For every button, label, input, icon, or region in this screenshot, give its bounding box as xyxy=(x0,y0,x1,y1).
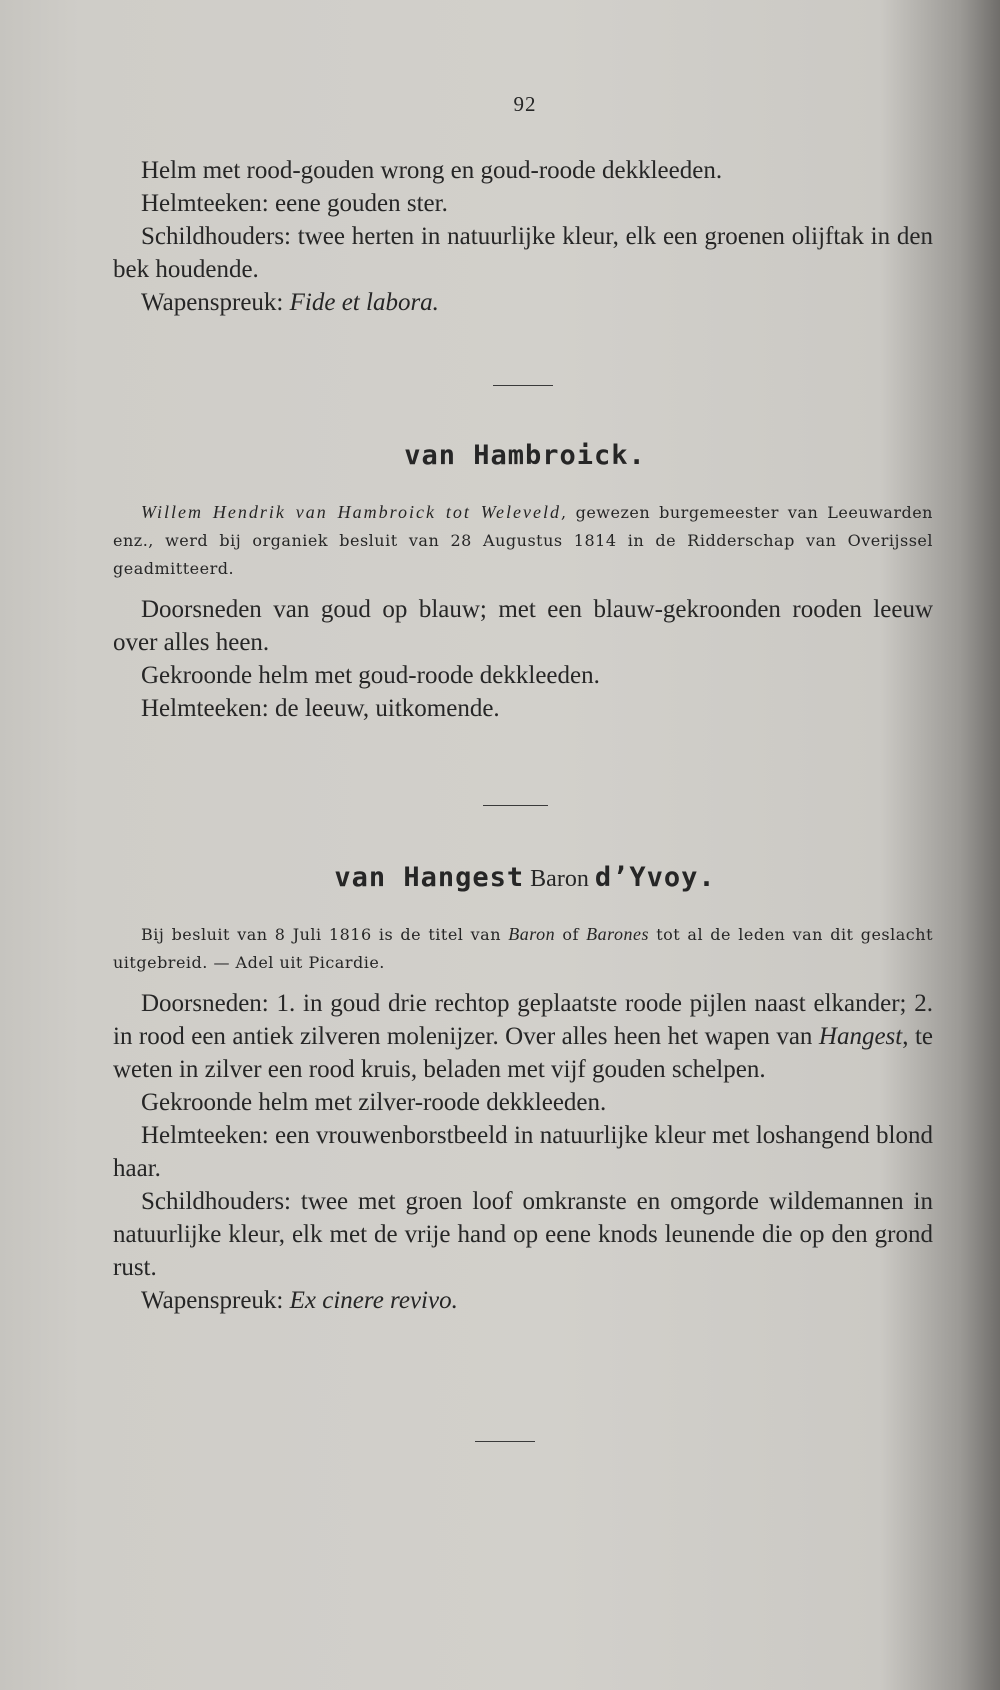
hangest-section xyxy=(113,920,933,1317)
hangest-intro-baron: Baron xyxy=(508,924,556,944)
hambroick-helmteeken: Helmteeken: de leeuw, uitkomende. xyxy=(141,695,500,722)
hambroick-intro xyxy=(113,498,933,583)
helmteeken-line: Helmteeken: eene gouden ster. xyxy=(141,190,448,217)
hambroick-arms: Doorsneden van goud op blauw; met een blauw-gekroonden rooden leeuw over alles heen. xyxy=(113,596,933,656)
hangest-heading-name: van Hangest xyxy=(334,862,525,893)
hangest-motto-line xyxy=(113,1284,933,1317)
motto-text: Fide et labora. xyxy=(289,289,439,316)
hangest-heading-title: Baron xyxy=(524,866,595,892)
hangest-arms-name: Hangest xyxy=(818,1023,903,1050)
motto-line xyxy=(113,286,933,319)
hangest-intro-b: tot al de leden van dit geslacht uitgebreid. — Adel uit Picardie. xyxy=(113,925,933,972)
hangest-motto-text: Ex cinere revivo. xyxy=(289,1287,458,1314)
hangest-heading-place: d’Yvoy. xyxy=(594,862,716,893)
hangest-helm: Gekroonde helm met zilver-roode dekkleeden. xyxy=(141,1089,607,1116)
hangest-arms xyxy=(113,987,933,1086)
hangest-heading xyxy=(0,862,1000,893)
hangest-motto-label: Wapenspreuk: xyxy=(141,1287,290,1314)
section-divider xyxy=(493,385,553,386)
hangest-arms-a: Doorsneden: 1. in goud drie rechtop geplaatste roode pijlen naast elkander; 2. in rood een antiek zilveren molenijzer. Over alles heen het wapen van xyxy=(113,990,933,1050)
hambroick-section xyxy=(113,498,933,725)
hangest-schildhouders: Schildhouders: twee met groen loof omkranste en omgorde wildemannen in natuurlijke kleur, elk met de vrije hand op eene knods leunende die op den grond rust. xyxy=(113,1188,933,1281)
hambroick-helm: Gekroonde helm met goud-roode dekkleeden. xyxy=(141,662,600,689)
hangest-intro-barones: Barones xyxy=(586,924,649,944)
hambroick-intro-name: Willem Hendrik van Hambroick tot Weleveld xyxy=(141,502,562,522)
top-section xyxy=(113,154,933,319)
page-number: 92 xyxy=(513,92,537,116)
helm-line: Helm met rood-gouden wrong en goud-roode dekkleeden. xyxy=(141,157,723,184)
schildhouders-line: Schildhouders: twee herten in natuurlijke kleur, elk een groenen olijftak in den bek houdende. xyxy=(113,223,933,283)
motto-label: Wapenspreuk: xyxy=(141,289,290,316)
hangest-intro xyxy=(113,920,933,977)
hangest-intro-a: Bij besluit van 8 Juli 1816 is de titel van xyxy=(141,925,509,944)
hangest-helmteeken: Helmteeken: een vrouwenborstbeeld in natuurlijke kleur met loshangend blond haar. xyxy=(113,1122,933,1182)
section-divider xyxy=(475,1441,535,1442)
hambroick-heading: van Hambroick. xyxy=(404,440,646,471)
hangest-arms-b: , te weten in zilver een rood kruis, beladen met vijf gouden schelpen. xyxy=(113,1023,934,1083)
section-divider xyxy=(483,805,548,806)
hangest-intro-of: of xyxy=(555,925,587,944)
hambroick-intro-rest: , gewezen burgemeester van Leeuwarden enz., werd bij organiek besluit van 28 Augustus 1814 in de Ridderschap van Overijssel geadmitteerd. xyxy=(113,503,933,578)
